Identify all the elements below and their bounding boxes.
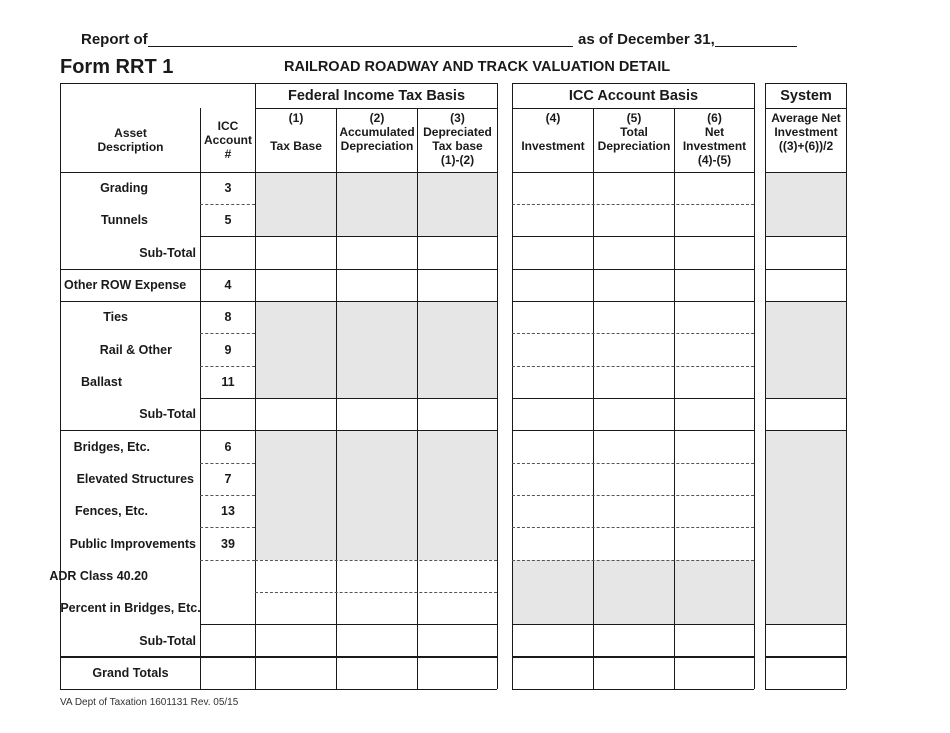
entry-cell-c6[interactable] [675, 237, 754, 268]
entry-cell-c3[interactable] [418, 528, 497, 559]
entry-cell-c3[interactable] [418, 302, 497, 332]
entry-cell-c5[interactable] [594, 658, 674, 688]
entry-cell-c6[interactable] [675, 528, 754, 559]
col-3-depreciated-tax-base: (3) Depreciated Tax base (1)-(2) [423, 111, 492, 167]
entry-cell-c3[interactable] [418, 561, 497, 591]
entry-cell-c6[interactable] [675, 561, 754, 591]
entry-cell-c7[interactable] [766, 302, 846, 332]
row-label: Ties [103, 310, 128, 324]
entry-cell-c4[interactable] [513, 173, 593, 203]
entry-cell-c5[interactable] [594, 561, 674, 591]
entry-cell-c7[interactable] [766, 399, 846, 429]
entry-cell-c5[interactable] [594, 302, 674, 332]
entry-cell-c2[interactable] [337, 528, 417, 559]
row-label: Ballast [81, 375, 122, 389]
entry-cell-c3[interactable] [418, 464, 497, 494]
entry-cell-c5[interactable] [594, 237, 674, 268]
entry-cell-c2[interactable] [337, 205, 417, 235]
entry-cell-c3[interactable] [418, 625, 497, 656]
row-label: Rail & Other [99, 342, 172, 357]
row-label: Sub-Total [139, 245, 196, 260]
entry-cell-c1[interactable] [256, 658, 336, 688]
col-4-investment: (4) Investment [521, 111, 585, 153]
entry-cell-c7[interactable] [766, 625, 846, 656]
row-label: Tunnels [101, 213, 148, 227]
row-icc-account: 9 [224, 342, 232, 357]
entry-cell-c5[interactable] [594, 173, 674, 203]
entry-cell-c1[interactable] [256, 399, 336, 429]
entry-cell-c1[interactable] [256, 561, 336, 591]
entry-cell-c1[interactable] [256, 431, 336, 462]
entry-cell-c1[interactable] [256, 464, 336, 494]
entry-cell-c6[interactable] [675, 270, 754, 300]
entry-cell-c2[interactable] [337, 367, 417, 397]
entry-cell-c5[interactable] [594, 496, 674, 526]
as-of-label: as of December 31, [578, 31, 715, 48]
entry-cell-c2[interactable] [337, 561, 417, 591]
entry-cell-c5[interactable] [594, 367, 674, 397]
entry-cell-c4[interactable] [513, 464, 593, 494]
entry-cell-c1[interactable] [256, 496, 336, 526]
row-icc-account [201, 624, 255, 657]
row-label: Public Improvements [69, 536, 196, 551]
entry-cell-c3[interactable] [418, 173, 497, 203]
entry-cell-c1[interactable] [256, 302, 336, 332]
entry-cell-c6[interactable] [675, 464, 754, 494]
row-icc-account: 7 [224, 472, 232, 486]
entry-cell-c6[interactable] [675, 205, 754, 235]
row-icc-account: 5 [224, 213, 232, 227]
col-icc-account: ICC Account # [204, 119, 252, 161]
row-icc-account: 4 [224, 278, 232, 292]
entry-cell-c4[interactable] [513, 593, 593, 623]
entry-cell-c4[interactable] [513, 302, 593, 332]
entry-cell-c2[interactable] [337, 237, 417, 268]
entry-cell-c1[interactable] [256, 270, 336, 300]
row-label: Grand Totals [92, 666, 169, 680]
form-title: RAILROAD ROADWAY AND TRACK VALUATION DETAIL [284, 59, 671, 75]
entry-cell-c7[interactable] [766, 496, 846, 526]
row-label: Percent in Bridges, Etc. [60, 601, 201, 615]
row-icc-account: 13 [221, 504, 235, 518]
entry-cell-c5[interactable] [594, 625, 674, 656]
row-icc-account [201, 236, 255, 269]
entry-cell-c7[interactable] [766, 173, 846, 203]
entry-cell-c2[interactable] [337, 625, 417, 656]
entry-cell-c5[interactable] [594, 464, 674, 494]
row-label: Sub-Total [139, 633, 196, 648]
col-6-net-investment: (6) Net Investment (4)-(5) [682, 111, 747, 167]
entry-cell-c3[interactable] [418, 399, 497, 429]
entry-cell-c5[interactable] [594, 431, 674, 462]
entry-cell-c6[interactable] [675, 302, 754, 332]
col-asset-description: Asset Description [97, 126, 164, 154]
entry-cell-c5[interactable] [594, 334, 674, 365]
row-label: Grading [100, 181, 148, 195]
row-icc-account: 3 [224, 181, 232, 195]
entry-cell-c5[interactable] [594, 399, 674, 429]
entry-cell-c7[interactable] [766, 270, 846, 300]
entry-cell-c1[interactable] [256, 593, 336, 623]
row-icc-account [201, 560, 255, 592]
entry-cell-c4[interactable] [513, 625, 593, 656]
entry-cell-c3[interactable] [418, 593, 497, 623]
entry-cell-c6[interactable] [675, 593, 754, 623]
entry-cell-c3[interactable] [418, 431, 497, 462]
entry-cell-c3[interactable] [418, 367, 497, 397]
entry-cell-c4[interactable] [513, 334, 593, 365]
report-of-label: Report of [81, 31, 148, 48]
entry-cell-c1[interactable] [256, 625, 336, 656]
entry-cell-c7[interactable] [766, 205, 846, 235]
entry-cell-c4[interactable] [513, 561, 593, 591]
entry-cell-c1[interactable] [256, 367, 336, 397]
entry-cell-c6[interactable] [675, 173, 754, 203]
entry-cell-c3[interactable] [418, 334, 497, 365]
entry-cell-c6[interactable] [675, 658, 754, 688]
row-icc-account: 6 [224, 439, 232, 454]
row-icc-account [201, 398, 255, 430]
entry-cell-c2[interactable] [337, 334, 417, 365]
entry-cell-c7[interactable] [766, 237, 846, 268]
entry-cell-c4[interactable] [513, 431, 593, 462]
row-icc-account: 39 [221, 536, 235, 551]
entry-cell-c1[interactable] [256, 173, 336, 203]
entry-cell-c2[interactable] [337, 399, 417, 429]
col-2-accumulated-depreciation: (2) Accumulated Depreciation [339, 111, 415, 153]
entry-cell-c5[interactable] [594, 528, 674, 559]
entry-cell-c6[interactable] [675, 399, 754, 429]
entry-cell-c7[interactable] [766, 593, 846, 623]
footer-revision: VA Dept of Taxation 1601131 Rev. 05/15 [60, 697, 239, 708]
entry-cell-c3[interactable] [418, 205, 497, 235]
entry-cell-c4[interactable] [513, 205, 593, 235]
entry-cell-c4[interactable] [513, 658, 593, 688]
entry-cell-c5[interactable] [594, 205, 674, 235]
col-1-tax-base: (1) Tax Base [270, 111, 322, 153]
row-label: Fences, Etc. [75, 504, 148, 518]
entry-cell-c4[interactable] [513, 399, 593, 429]
entry-cell-c1[interactable] [256, 205, 336, 235]
entry-cell-c7[interactable] [766, 658, 846, 688]
entry-cell-c7[interactable] [766, 334, 846, 365]
entry-cell-c4[interactable] [513, 496, 593, 526]
entry-cell-c7[interactable] [766, 367, 846, 397]
group-icc: ICC Account Basis [568, 88, 699, 104]
entry-cell-c6[interactable] [675, 496, 754, 526]
col-5-total-depreciation: (5) Total Depreciation [597, 111, 671, 153]
entry-cell-c2[interactable] [337, 302, 417, 332]
row-label: Other ROW Expense [64, 278, 187, 292]
entry-cell-c7[interactable] [766, 528, 846, 559]
entry-cell-c2[interactable] [337, 658, 417, 688]
entry-cell-c6[interactable] [675, 431, 754, 462]
row-label: Sub-Total [139, 407, 196, 421]
entry-cell-c4[interactable] [513, 270, 593, 300]
row-label: Bridges, Etc. [73, 439, 150, 454]
entry-cell-c7[interactable] [766, 431, 846, 462]
entry-cell-c2[interactable] [337, 496, 417, 526]
entry-cell-c1[interactable] [256, 528, 336, 559]
entry-cell-c3[interactable] [418, 496, 497, 526]
group-system: System [780, 88, 832, 104]
entry-cell-c7[interactable] [766, 561, 846, 591]
row-label: ADR Class 40.20 [49, 569, 148, 583]
entry-cell-c4[interactable] [513, 367, 593, 397]
entry-cell-c4[interactable] [513, 528, 593, 559]
entry-cell-c6[interactable] [675, 334, 754, 365]
entry-cell-c2[interactable] [337, 593, 417, 623]
entry-cell-c4[interactable] [513, 237, 593, 268]
entry-cell-c2[interactable] [337, 431, 417, 462]
entry-cell-c2[interactable] [337, 270, 417, 300]
entry-cell-c7[interactable] [766, 464, 846, 494]
entry-cell-c1[interactable] [256, 334, 336, 365]
entry-cell-c6[interactable] [675, 367, 754, 397]
entry-cell-c3[interactable] [418, 270, 497, 300]
entry-cell-c1[interactable] [256, 237, 336, 268]
entry-cell-c3[interactable] [418, 237, 497, 268]
row-label: Elevated Structures [76, 472, 194, 486]
entry-cell-c6[interactable] [675, 625, 754, 656]
entry-cell-c2[interactable] [337, 464, 417, 494]
entry-cell-c5[interactable] [594, 593, 674, 623]
row-icc-account [201, 657, 255, 689]
entry-cell-c3[interactable] [418, 658, 497, 688]
entry-cell-c2[interactable] [337, 173, 417, 203]
row-icc-account [201, 592, 255, 624]
entry-cell-c5[interactable] [594, 270, 674, 300]
col-7-average-net-investment: Average Net Investment ((3)+(6))/2 [771, 111, 841, 153]
group-federal: Federal Income Tax Basis [287, 88, 466, 104]
row-icc-account: 11 [221, 375, 235, 389]
form-number: Form RRT 1 [60, 56, 174, 78]
row-icc-account: 8 [224, 310, 232, 324]
